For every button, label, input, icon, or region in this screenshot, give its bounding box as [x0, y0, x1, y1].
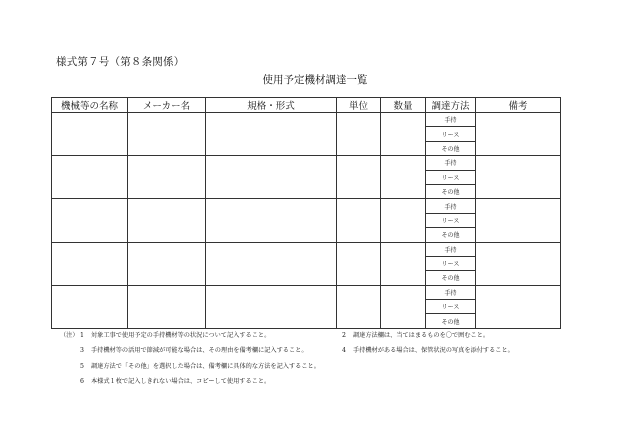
- maker-cell[interactable]: [128, 242, 206, 285]
- note-number: 1: [80, 332, 84, 339]
- spec-cell[interactable]: [206, 242, 337, 285]
- note-item: [80, 374, 270, 389]
- remarks-cell[interactable]: [476, 156, 561, 199]
- quantity-cell[interactable]: [381, 285, 426, 328]
- maker-cell[interactable]: [128, 285, 206, 328]
- method-option-other[interactable]: その他: [426, 184, 476, 198]
- spec-cell[interactable]: [206, 199, 337, 242]
- table-row: [52, 242, 561, 256]
- note-item: [80, 343, 308, 358]
- quantity-cell[interactable]: [381, 242, 426, 285]
- note-item: [342, 343, 514, 358]
- note-text: 対象工事で使用予定の手持機材等の状況について記入すること。: [91, 332, 271, 339]
- header-unit: 単位: [337, 98, 381, 113]
- method-option-lease[interactable]: リース: [426, 170, 476, 184]
- note-item: [80, 328, 270, 343]
- maker-cell[interactable]: [128, 113, 206, 156]
- note-text: 手持機材がある場合は、保管状況の写真を添付すること。: [353, 347, 514, 355]
- notes-row: [60, 328, 570, 343]
- table-row: [52, 199, 561, 213]
- form-number: 様式第７号（第８条関係）: [56, 56, 185, 68]
- equipment-name-cell[interactable]: [52, 156, 128, 199]
- equipment-name-cell[interactable]: [52, 242, 128, 285]
- maker-cell[interactable]: [128, 199, 206, 242]
- method-option-owned[interactable]: 手持: [426, 113, 476, 127]
- notes-row: [60, 359, 570, 374]
- remarks-cell[interactable]: [476, 199, 561, 242]
- unit-cell[interactable]: [337, 113, 381, 156]
- header-quantity: 数量: [381, 98, 426, 113]
- remarks-cell[interactable]: [476, 113, 561, 156]
- header-method: 調達方法: [426, 98, 476, 113]
- equipment-name-cell[interactable]: [52, 285, 128, 328]
- method-option-owned[interactable]: 手持: [426, 242, 476, 256]
- equipment-name-cell[interactable]: [52, 199, 128, 242]
- note-text: 調達方法で「その他」を選択した場合は、備考欄に具体的な方法を記入すること。: [91, 362, 320, 370]
- note-item: [80, 359, 320, 374]
- document-title: 使用予定機材調達一覧: [262, 74, 368, 86]
- method-option-lease[interactable]: リース: [426, 256, 476, 270]
- notes-section: [60, 328, 570, 389]
- method-option-owned[interactable]: 手持: [426, 285, 476, 299]
- remarks-cell[interactable]: [476, 242, 561, 285]
- method-option-other[interactable]: その他: [426, 228, 476, 242]
- method-option-other[interactable]: その他: [426, 141, 476, 155]
- notes-row: [60, 374, 570, 389]
- note-number: 4: [342, 347, 346, 355]
- note-text: 手持機材等の活用で節減が可能な場合は、その理由を備考欄に記入すること。: [91, 347, 308, 355]
- unit-cell[interactable]: [337, 156, 381, 199]
- maker-cell[interactable]: [128, 156, 206, 199]
- note-text: 本様式１枚で記入しきれない場合は、コピーして使用すること。: [91, 377, 271, 385]
- header-maker: メーカー名: [128, 98, 206, 113]
- header-row: [52, 98, 561, 113]
- note-number: 3: [80, 347, 84, 355]
- header-equipment-name: 機械等の名称: [52, 98, 128, 113]
- unit-cell[interactable]: [337, 242, 381, 285]
- quantity-cell[interactable]: [381, 156, 426, 199]
- equipment-procurement-table: [51, 97, 561, 329]
- method-option-lease[interactable]: リース: [426, 300, 476, 314]
- method-option-lease[interactable]: リース: [426, 127, 476, 141]
- method-option-lease[interactable]: リース: [426, 213, 476, 227]
- table-row: [52, 113, 561, 127]
- note-text: 調達方法欄は、当てはまるものを〇で囲むこと。: [353, 332, 490, 339]
- spec-cell[interactable]: [206, 113, 337, 156]
- notes-lead: （注）: [60, 332, 79, 339]
- quantity-cell[interactable]: [381, 113, 426, 156]
- note-number: 6: [80, 377, 84, 385]
- method-option-other[interactable]: その他: [426, 271, 476, 285]
- table-row: [52, 156, 561, 170]
- table-row: [52, 285, 561, 299]
- method-option-owned[interactable]: 手持: [426, 199, 476, 213]
- unit-cell[interactable]: [337, 199, 381, 242]
- quantity-cell[interactable]: [381, 199, 426, 242]
- header-remarks: 備考: [476, 98, 561, 113]
- spec-cell[interactable]: [206, 285, 337, 328]
- notes-row: [60, 343, 570, 358]
- unit-cell[interactable]: [337, 285, 381, 328]
- note-number: 5: [80, 362, 84, 370]
- note-number: 2: [342, 332, 346, 339]
- method-option-other[interactable]: その他: [426, 314, 476, 328]
- header-spec: 規格・形式: [206, 98, 337, 113]
- method-option-owned[interactable]: 手持: [426, 156, 476, 170]
- remarks-cell[interactable]: [476, 285, 561, 328]
- note-item: [342, 328, 489, 343]
- equipment-name-cell[interactable]: [52, 113, 128, 156]
- spec-cell[interactable]: [206, 156, 337, 199]
